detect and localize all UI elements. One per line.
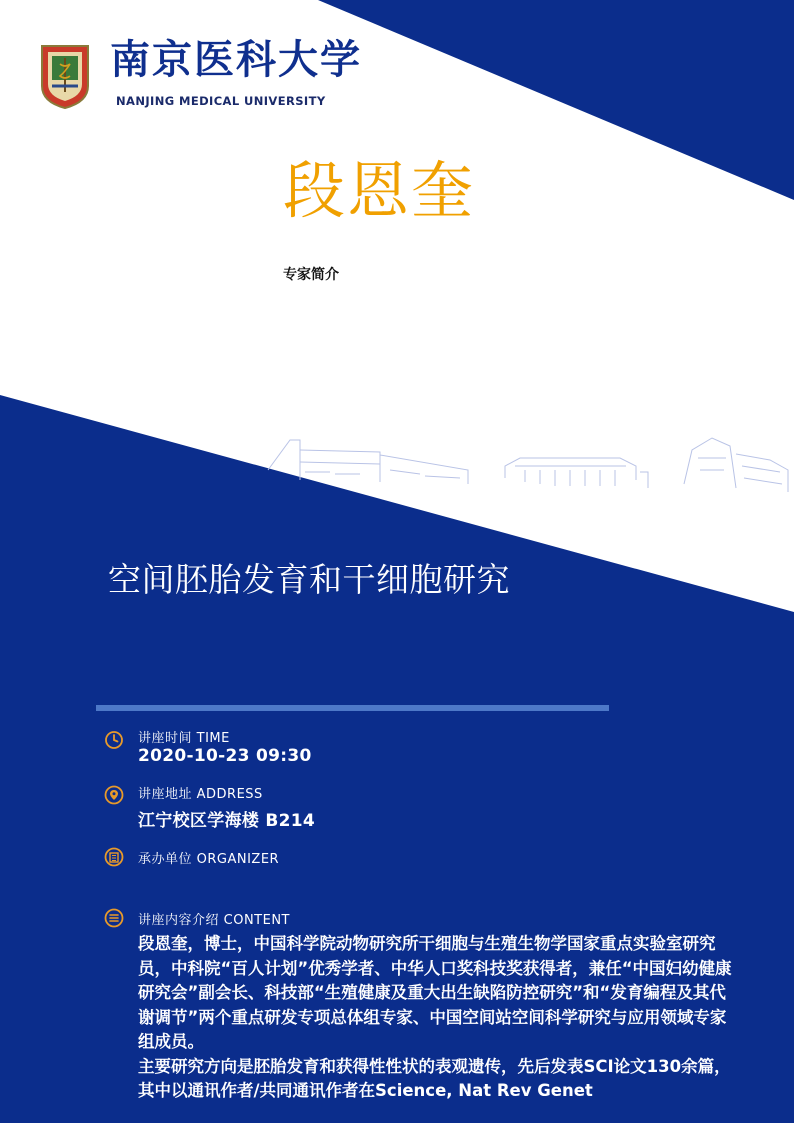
university-logo — [38, 42, 92, 110]
clock-icon — [104, 730, 124, 750]
organizer-label: 承办单位 ORGANIZER — [138, 852, 280, 867]
location-pin-icon — [104, 785, 124, 805]
address-value: 江宁校区学海楼 B214 — [138, 811, 315, 831]
university-name-english: NANJING MEDICAL UNIVERSITY — [116, 94, 326, 108]
time-value: 2020-10-23 09:30 — [138, 746, 312, 766]
content-label: 讲座内容介绍 CONTENT — [138, 913, 290, 928]
content-list-icon — [104, 908, 124, 928]
speaker-name: 段恩奎 — [283, 154, 476, 227]
address-label: 讲座地址 ADDRESS — [138, 787, 263, 802]
content-paragraph: 段恩奎，博士，中国科学院动物研究所干细胞与生殖生物学国家重点实验室研究员，中科院“百人计划”优秀学者、中华人口奖科技奖获得者，兼任“中国妇幼健康研究会”副会长、科技部“生殖健康及重大出生缺陷防控研究”和“发育编程及其代谢调节”两个重点研发专项总体组专家、中国空间站空间科学研究与应用领域专家组成员。 — [138, 934, 732, 1051]
organizer-building-icon — [104, 847, 124, 867]
lecture-title: 空间胚胎发育和干细胞研究 — [108, 560, 510, 599]
speaker-bio-label: 专家简介 — [283, 267, 339, 283]
time-label: 讲座时间 TIME — [138, 731, 230, 746]
university-name-chinese: 南京医科大学 — [110, 36, 362, 83]
lecture-content-body — [138, 932, 738, 1104]
section-divider — [96, 705, 609, 711]
content-paragraph: 主要研究方向是胚胎发育和获得性性状的表观遗传，先后发表SCI论文130余篇，其中以通讯作者/共同通讯作者在Science, Nat Rev Genet — [138, 1056, 731, 1100]
